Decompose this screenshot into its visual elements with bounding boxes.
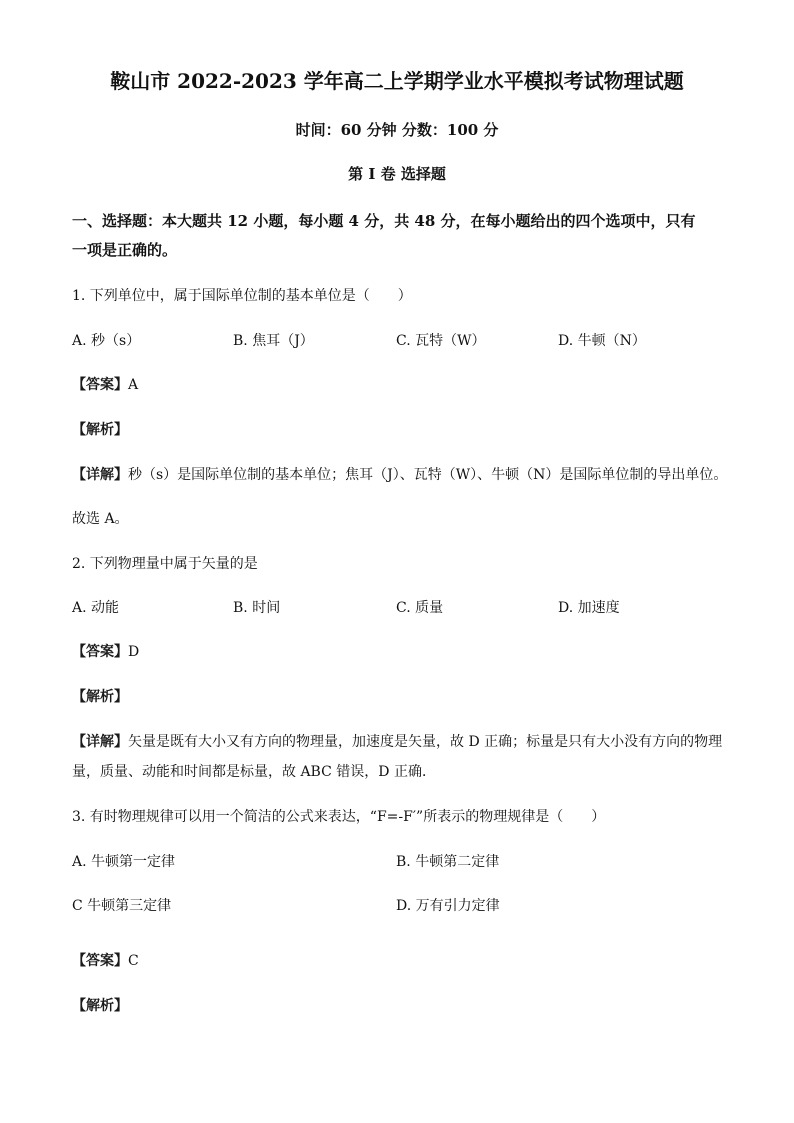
question-1-option-c: C. 瓦特（W）	[396, 333, 486, 349]
question-2-stem: 2. 下列物理量中属于矢量的是	[72, 556, 258, 572]
instructions-line-1: 一、选择题：本大题共 12 小题，每小题 4 分，共 48 分，在每小题给出的四个选项中，只有	[72, 212, 696, 230]
question-1-answer	[72, 376, 138, 394]
detail-text: 矢量是既有大小又有方向的物理量，加速度是矢量，故 D 正确；标量是只有大小没有方向的物理	[128, 734, 723, 750]
question-2-detail-line-1	[72, 733, 722, 751]
question-3-option-a: A. 牛顿第一定律	[72, 854, 176, 870]
question-2-option-c: C. 质量	[396, 600, 444, 616]
question-1-option-d: D. 牛顿（N）	[558, 333, 646, 349]
question-2-answer	[72, 643, 139, 661]
question-2-option-a: A. 动能	[72, 600, 120, 616]
answer-tag: 【答案】	[72, 953, 128, 969]
question-2-option-d: D. 加速度	[558, 600, 620, 616]
question-1-detail	[72, 466, 727, 484]
detail-text: 秒（s）是国际单位制的基本单位；焦耳（J）、瓦特（W）、牛顿（N）是国际单位制的导出单位。	[128, 467, 728, 483]
part-heading: 第 I 卷 选择题	[348, 165, 446, 183]
question-1-option-b: B. 焦耳（J）	[233, 333, 314, 349]
question-3-option-d: D. 万有引力定律	[396, 898, 500, 914]
question-2-detail-line-2: 量，质量、动能和时间都是标量，故 ABC 错误，D 正确．	[72, 764, 436, 780]
question-1-option-a: A. 秒（s）	[72, 333, 141, 349]
question-2-option-b: B. 时间	[233, 600, 281, 616]
answer-tag: 【答案】	[72, 644, 128, 660]
time-score-info: 时间：60 分钟 分数：100 分	[295, 121, 499, 139]
question-1-analysis	[72, 421, 128, 439]
answer-value: C	[128, 953, 139, 969]
analysis-tag: 【解析】	[72, 422, 128, 438]
answer-value: A	[128, 377, 139, 393]
analysis-tag: 【解析】	[72, 689, 128, 705]
detail-tag: 【详解】	[72, 467, 128, 483]
answer-tag: 【答案】	[72, 377, 128, 393]
document-title: 鞍山市 2022-2023 学年高二上学期学业水平模拟考试物理试题	[110, 69, 684, 93]
answer-value: D	[128, 644, 140, 660]
question-3-analysis	[72, 997, 128, 1015]
question-3-stem: 3. 有时物理规律可以用一个简洁的公式来表达，“F=-F′”所表示的物理规律是（ ）	[72, 809, 606, 825]
analysis-tag: 【解析】	[72, 998, 128, 1014]
question-2-analysis	[72, 688, 128, 706]
question-1-stem: 1. 下列单位中，属于国际单位制的基本单位是（ ）	[72, 288, 412, 304]
question-3-option-c: C 牛顿第三定律	[72, 898, 172, 914]
question-3-answer	[72, 952, 139, 970]
instructions-line-2: 一项是正确的。	[72, 241, 178, 259]
question-3-option-b: B. 牛顿第二定律	[396, 854, 500, 870]
detail-tag: 【详解】	[72, 734, 128, 750]
question-1-conclusion: 故选 A。	[72, 511, 129, 527]
